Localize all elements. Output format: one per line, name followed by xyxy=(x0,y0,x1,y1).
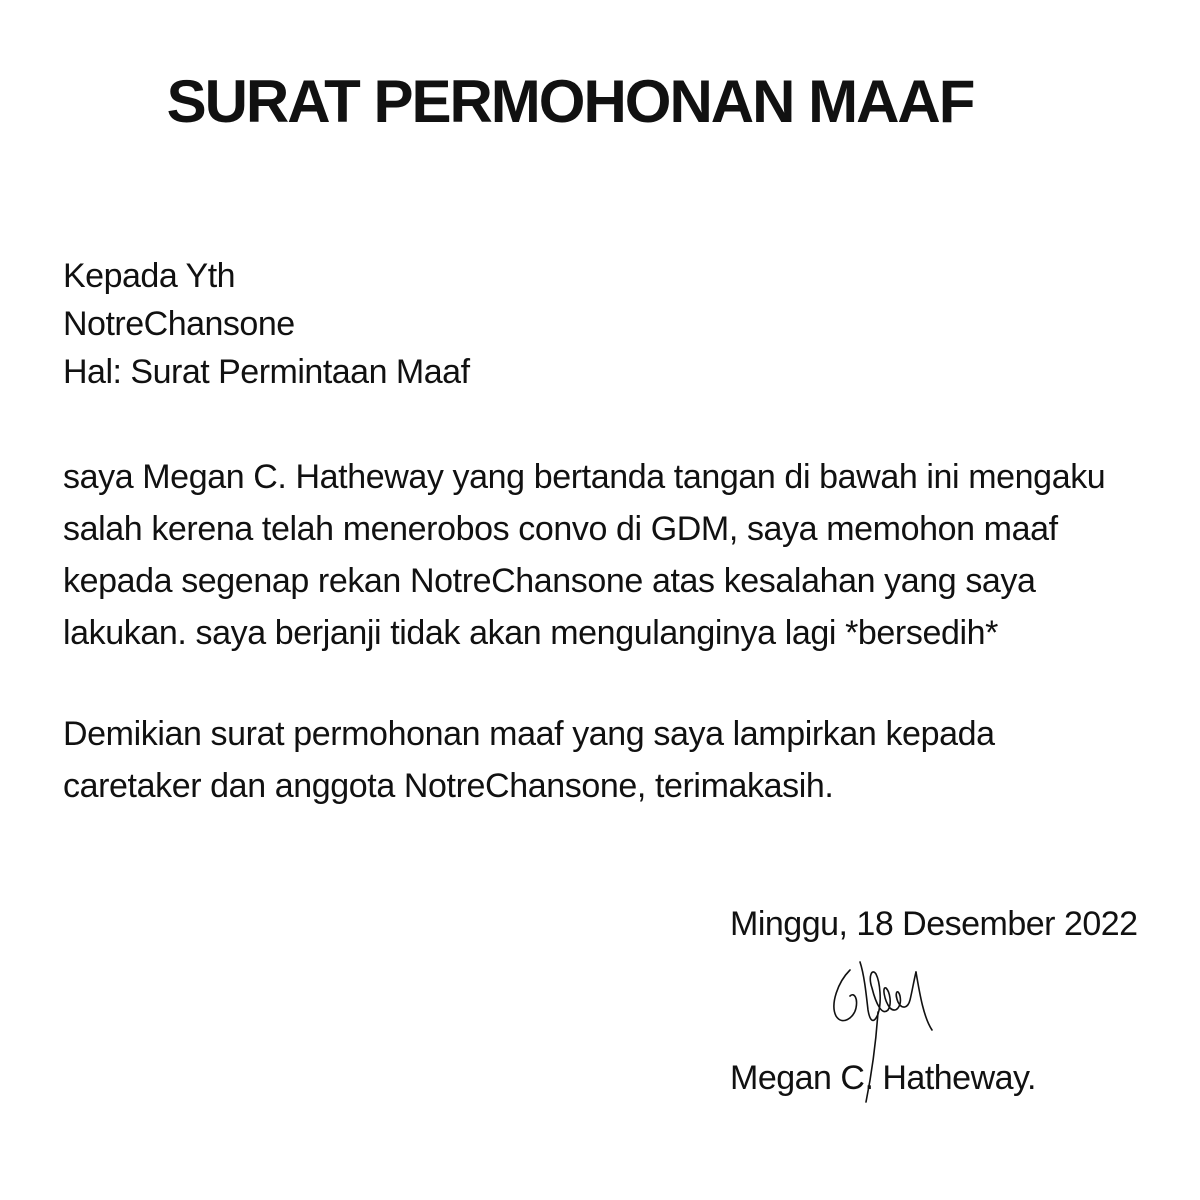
paragraph-2-line: Demikian surat permohonan maaf yang saya lampirkan kepada xyxy=(63,715,995,753)
paragraph-1-line: lakukan. saya berjanji tidak akan mengulanginya lagi *bersedih* xyxy=(63,614,998,652)
body-paragraph-1 xyxy=(63,451,1105,659)
paragraph-1-line: kepada segenap rekan NotreChansone atas kesalahan yang saya xyxy=(63,562,1036,600)
paragraph-1-line: salah kerena telah menerobos convo di GDM, saya memohon maaf xyxy=(63,510,1058,548)
recipient-block xyxy=(63,252,470,396)
signer-name: Megan C. Hatheway. xyxy=(730,1059,1036,1097)
letter-subject: Hal: Surat Permintaan Maaf xyxy=(63,353,470,391)
body-paragraph-2 xyxy=(63,708,995,812)
recipient-name: NotreChansone xyxy=(63,305,295,343)
paragraph-1-line: saya Megan C. Hatheway yang bertanda tangan di bawah ini mengaku xyxy=(63,458,1106,496)
recipient-salutation: Kepada Yth xyxy=(63,257,236,295)
paragraph-2-line: caretaker dan anggota NotreChansone, terimakasih. xyxy=(63,767,834,805)
letter-date: Minggu, 18 Desember 2022 xyxy=(730,905,1138,943)
letter-title: SURAT PERMOHONAN MAAF xyxy=(166,68,974,135)
